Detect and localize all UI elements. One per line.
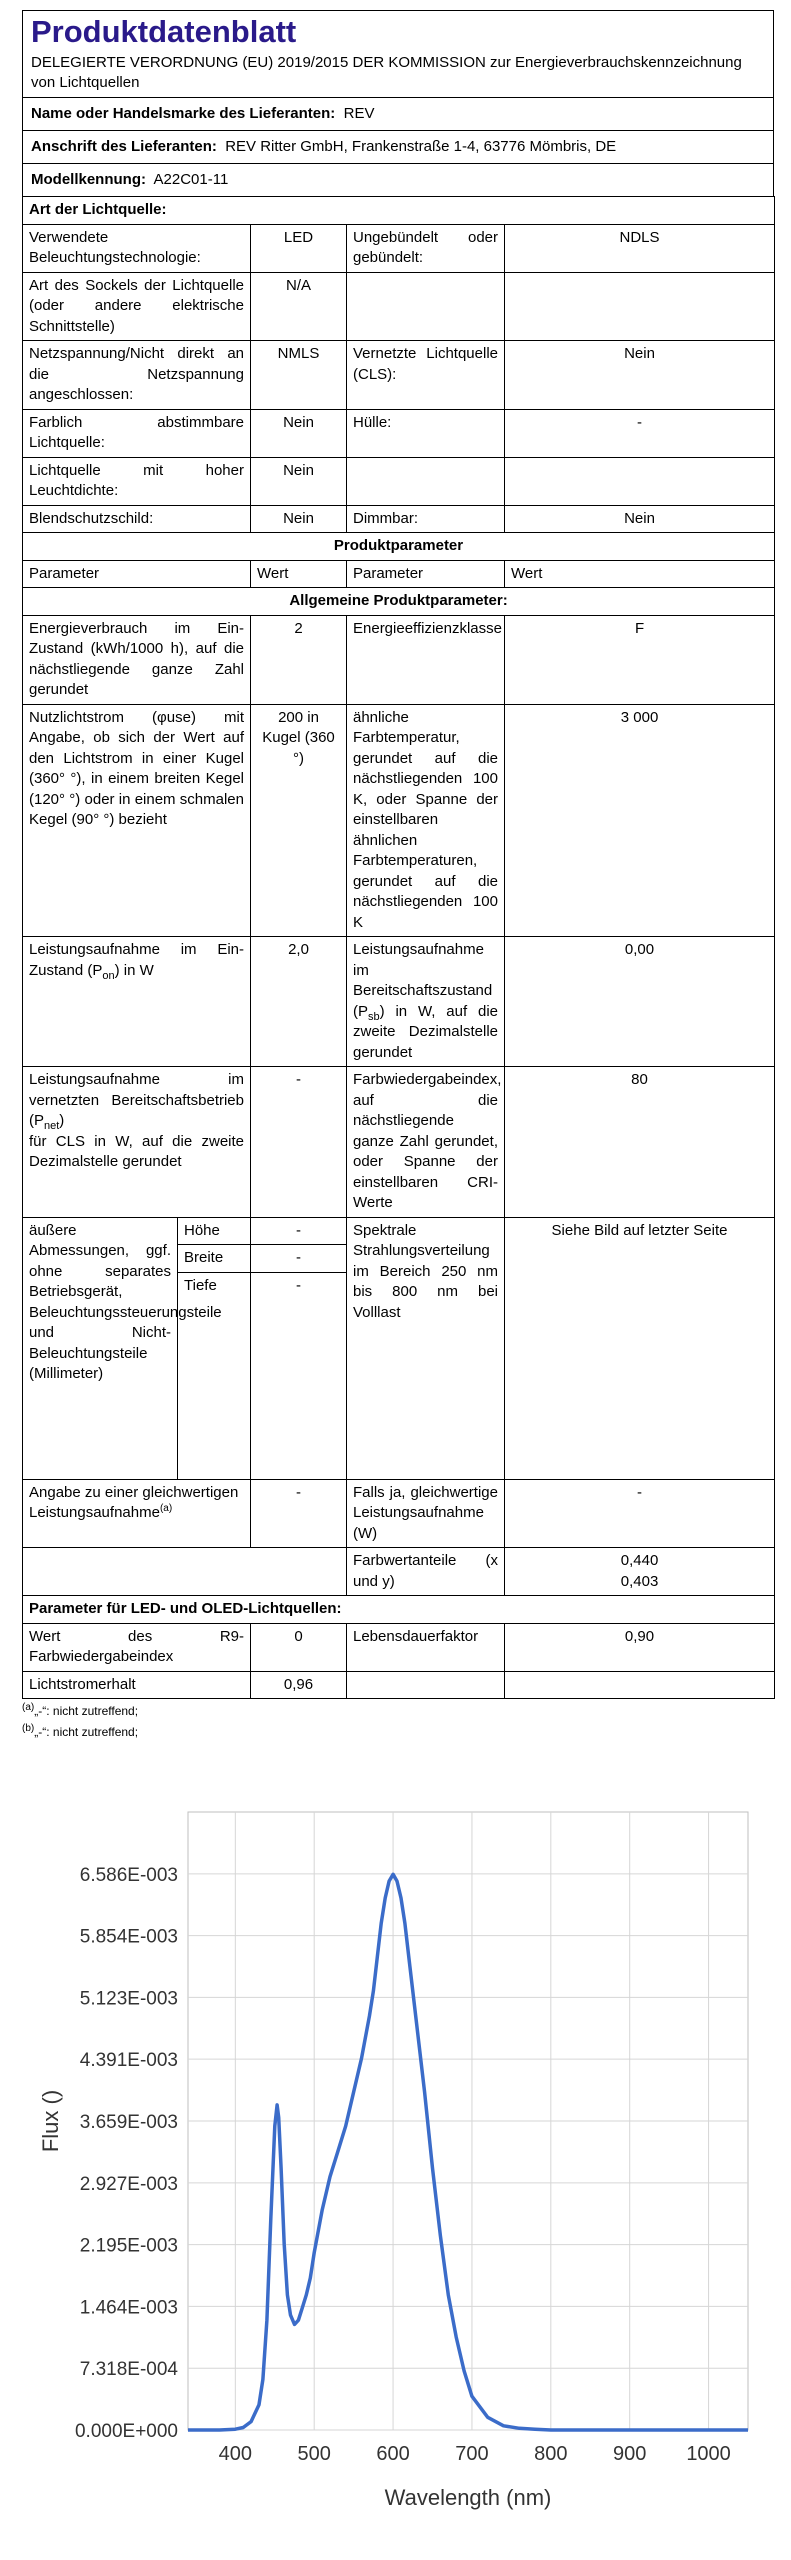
cct-value: 3 000 [505,704,775,937]
envelope-value: - [505,409,775,457]
y-tick-label: 5.854E-003 [79,1926,178,1948]
y-tick-label: 1.464E-003 [79,2297,178,2319]
col-param-right: Parameter [347,560,505,588]
table-row [23,1217,775,1245]
focus-label: Ungebündelt oder gebündelt: [347,224,505,272]
supplier-address-row [22,130,774,163]
envelope-label: Hülle: [347,409,505,457]
light-source-section: Art der Lichtquelle: [23,197,775,225]
supplier-name-label: Name oder Handelsmarke des Lieferanten: [31,105,336,122]
tunable-value: Nein [251,409,347,457]
x-tick-label: 800 [534,2443,568,2465]
model-value: A22C01-11 [153,171,229,188]
dimmable-value: Nein [505,505,775,533]
pon-value: 2,0 [251,937,347,1067]
supplier-address-value: REV Ritter GmbH, Frankenstraße 1-4, 63776 Mömbris, DE [225,138,617,155]
empty-cell [505,272,775,341]
flux-label: Nutzlichtstrom (φuse) mit Angabe, ob sich der Wert auf den Lichtstrom in einer Kugel (360° °), in einem breiten Kegel (120° °) oder in einem schmalen Kegel (90° °) bezieht [23,704,251,937]
cct-label: ähnliche Farbtemperatur, gerundet auf die nächstliegenden 100 K, oder Spanne der einstellbaren ähnlichen Farbtemperaturen, gerundet auf die nächstliegenden 100 K [347,704,505,937]
energy-value: 2 [251,615,347,704]
table-row [23,224,775,272]
table-row [23,457,775,505]
model-row [22,163,774,196]
highlum-value: Nein [251,457,347,505]
empty-cell [347,457,505,505]
table-row [23,937,775,1067]
table-row [23,1479,775,1548]
x-tick-label: 900 [613,2443,647,2465]
chroma-y: 0,403 [620,1572,659,1590]
cri-label: Farbwiedergabeindex, auf die nächstliegende ganze Zahl gerundet, oder Spanne der einstellbaren CRI-Werte [347,1067,505,1218]
empty-cell [505,457,775,505]
chroma-value [505,1548,775,1596]
chroma-label: Farbwertanteile (x und y) [347,1548,505,1596]
product-params-section-row [23,533,775,561]
regulation-subtitle: DELEGIERTE VERORDNUNG (EU) 2019/2015 DER KOMMISSION zur Energieverbrauchskennzeichnung von Lichtquellen [31,54,742,91]
mains-value: NMLS [251,341,347,410]
dim-width-label: Breite [178,1245,251,1273]
tech-label: Verwendete Beleuchtungstechnologie: [23,224,251,272]
x-tick-label: 1000 [686,2443,731,2465]
glare-value: Nein [251,505,347,533]
psb-value: 0,00 [505,937,775,1067]
table-row [23,1623,775,1671]
general-params-row [23,588,775,616]
footnote-b: $^{(b)}$„-“: nicht zutreffend; [22,1723,139,1739]
table-row [23,272,775,341]
dim-height-label: Höhe [178,1217,251,1245]
equiv-value: - [251,1479,347,1548]
general-params-section: Allgemeine Produktparameter: [23,588,775,616]
model-label: Modellkennung: [31,171,146,188]
survival-value: 0,90 [505,1623,775,1671]
col-param-left: Parameter [23,560,251,588]
eclass-value: F [505,615,775,704]
y-tick-label: 3.659E-003 [79,2112,178,2133]
header-box [22,10,774,97]
data-table [22,196,775,1699]
tech-value: LED [251,224,347,272]
y-tick-label: 2.195E-003 [79,2235,178,2257]
r9-value: 0 [251,1623,347,1671]
dim-width-value: - [251,1245,347,1273]
column-header-row [23,560,775,588]
y-tick-label: 6.586E-003 [79,1864,178,1886]
y-tick-label: 4.391E-003 [79,2050,178,2072]
table-row [23,704,775,937]
socket-value: N/A [251,272,347,341]
cls-value: Nein [505,341,775,410]
empty-cell [505,1671,775,1699]
dimmable-label: Dimmbar: [347,505,505,533]
x-tick-label: 500 [297,2443,331,2465]
x-axis-label: Wavelength (nm) [384,2485,552,2510]
product-data-sheet [22,10,774,1741]
x-tick-labels [219,2443,731,2465]
y-axis-label: Flux () [38,2089,63,2153]
led-params-section: Parameter für LED- und OLED-Lichtquellen: [23,1596,775,1624]
supplier-address-label: Anschrift des Lieferanten: [31,138,217,155]
dim-depth-value: - [251,1272,347,1479]
led-section-row [23,1596,775,1624]
spd-label: Spektrale Strahlungsverteilung im Bereich 250 nm bis 800 nm bei Volllast [347,1217,505,1479]
highlum-label: Lichtquelle mit hoher Leuchtdichte: [23,457,251,505]
flux-value: 200 in Kugel (360 °) [251,704,347,937]
y-tick-label: 2.927E-003 [79,2173,178,2195]
pon-label: Leistungsaufnahme im Ein-Zustand $(P_{on})$ in W [23,937,251,1067]
table-row [23,1671,775,1699]
energy-label: Energieverbrauch im Ein-Zustand (kWh/1000 h), auf die nächstliegende ganze Zahl gerundet [23,615,251,704]
dim-height-value: - [251,1217,347,1245]
table-row [23,505,775,533]
supplier-name-value: REV [343,105,375,122]
y-tick-label: 0.000E+000 [74,2421,178,2442]
pnet-label: Leistungsaufnahme im vernetzten Bereitschaftsbetrieb $(P_{net})$ für CLS in W, auf die zweite Dezimalstelle gerundet [23,1067,251,1218]
socket-label: Art des Sockels der Lichtquelle (oder andere elektrische Schnittstelle) [23,272,251,341]
spd-value: Siehe Bild auf letzter Seite [505,1217,775,1479]
psb-label: Leistungsaufnahme im Bereitschaftszustand $(P_{sb})$ in W, auf die zweite Dezimalstelle gerundet [347,937,505,1067]
equiv-w-value: - [505,1479,775,1548]
dimensions-label: äußere Abmessungen, ggf. ohne separates Betriebsgerät, Beleuchtungssteuerungsteile und Nicht-Beleuchtungsteile (Millimeter) [23,1217,178,1479]
eclass-label: Energieeffizienzklasse [347,615,505,704]
y-tick-label: 5.123E-003 [79,1988,178,2010]
page-title: Produktdatenblatt [31,14,297,49]
table-row [23,615,775,704]
r9-label: Wert des R9-Farbwiedergabeindex [23,1623,251,1671]
x-tick-label: 600 [376,2443,410,2465]
col-value-left: Wert [251,560,347,588]
table-row [23,341,775,410]
equiv-w-label: Falls ja, gleichwertige Leistungsaufnahme (W) [347,1479,505,1548]
table-row [23,1067,775,1218]
chroma-x: 0,440 [620,1552,659,1569]
focus-value: NDLS [505,224,775,272]
table-row [23,409,775,457]
y-tick-label: 7.318E-004 [79,2359,178,2381]
cri-value: 80 [505,1067,775,1218]
empty-cell [347,272,505,341]
spectrum-chart [18,1800,758,2520]
pnet-value: - [251,1067,347,1218]
col-value-right: Wert [505,560,775,588]
footnote-a: $^{(a)}$„-“: nicht zutreffend; [22,1702,139,1718]
x-tick-label: 400 [218,2443,253,2465]
cls-label: Vernetzte Lichtquelle (CLS): [347,341,505,410]
equiv-label: Angabe zu einer gleichwertigen Leistungsaufnahme$^{(a)}$ [23,1479,251,1548]
dim-depth-label: Tiefe [178,1272,251,1479]
y-tick-labels [75,1865,178,2442]
maint-value: 0,96 [251,1671,347,1699]
product-params-section: Produktparameter [23,533,775,561]
table-row [23,1548,775,1596]
tunable-label: Farblich abstimmbare Lichtquelle: [23,409,251,457]
supplier-name-row [22,97,774,130]
empty-cell [23,1548,347,1596]
light-source-section-row [23,197,775,225]
maint-label: Lichtstromerhalt [23,1671,251,1699]
mains-label: Netzspannung/Nicht direkt an die Netzspannung angeschlossen: [23,341,251,410]
glare-label: Blendschutzschild: [23,505,251,533]
x-tick-label: 700 [455,2443,489,2465]
survival-label: Lebensdauerfaktor [347,1623,505,1671]
empty-cell [347,1671,505,1699]
